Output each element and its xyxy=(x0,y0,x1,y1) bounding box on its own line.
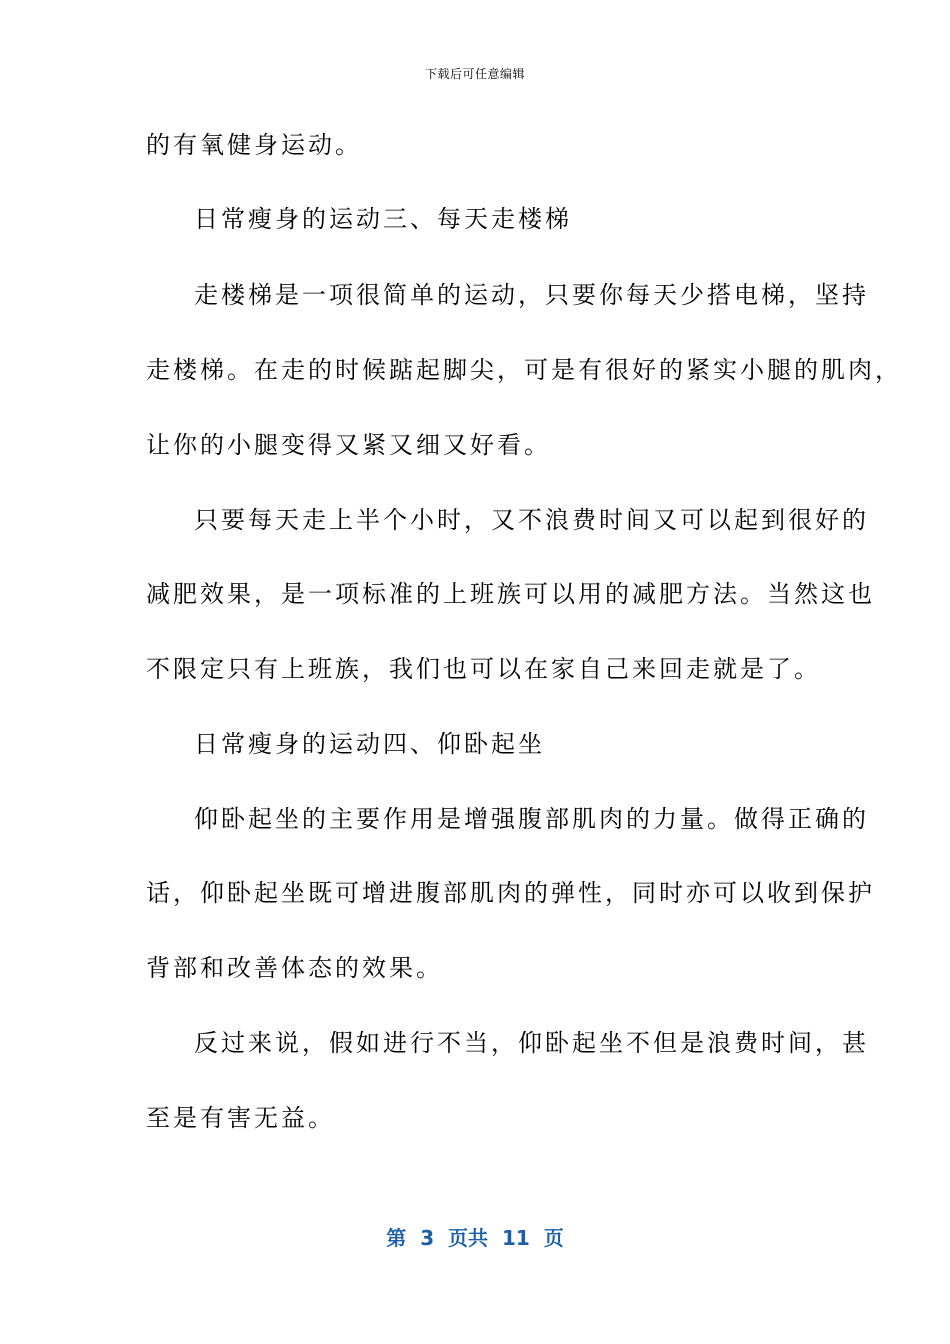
body-line: 的有氧健身运动。 xyxy=(146,131,362,159)
body-line: 不限定只有上班族，我们也可以在家自己来回走就是了。 xyxy=(146,655,821,683)
body-line: 走楼梯。在走的时候踮起脚尖，可是有很好的紧实小腿的肌肉， xyxy=(146,356,902,384)
page-header: 下载后可任意编辑 xyxy=(424,67,525,81)
body-line: 走楼梯是一项很简单的运动，只要你每天少搭电梯，坚持 xyxy=(194,281,869,309)
page-number-text: 第 3 页共 11 页 xyxy=(386,1226,564,1250)
section-heading: 日常瘦身的运动三、每天走楼梯 xyxy=(194,205,572,233)
body-line: 至是有害无益。 xyxy=(146,1104,335,1132)
body-line: 只要每天走上半个小时，又不浪费时间又可以起到很好的 xyxy=(194,506,869,534)
section-heading: 日常瘦身的运动四、仰卧起坐 xyxy=(194,730,545,758)
body-line: 减肥效果，是一项标准的上班族可以用的减肥方法。当然这也 xyxy=(146,580,875,608)
body-line: 让你的小腿变得又紧又细又好看。 xyxy=(146,431,551,459)
page-footer xyxy=(0,1224,950,1252)
body-line: 背部和改善体态的效果。 xyxy=(146,954,443,982)
body-line: 话，仰卧起坐既可增进腹部肌肉的弹性，同时亦可以收到保护 xyxy=(146,879,875,907)
body-line: 反过来说，假如进行不当，仰卧起坐不但是浪费时间，甚 xyxy=(194,1029,869,1057)
body-line: 仰卧起坐的主要作用是增强腹部肌肉的力量。做得正确的 xyxy=(194,805,869,833)
